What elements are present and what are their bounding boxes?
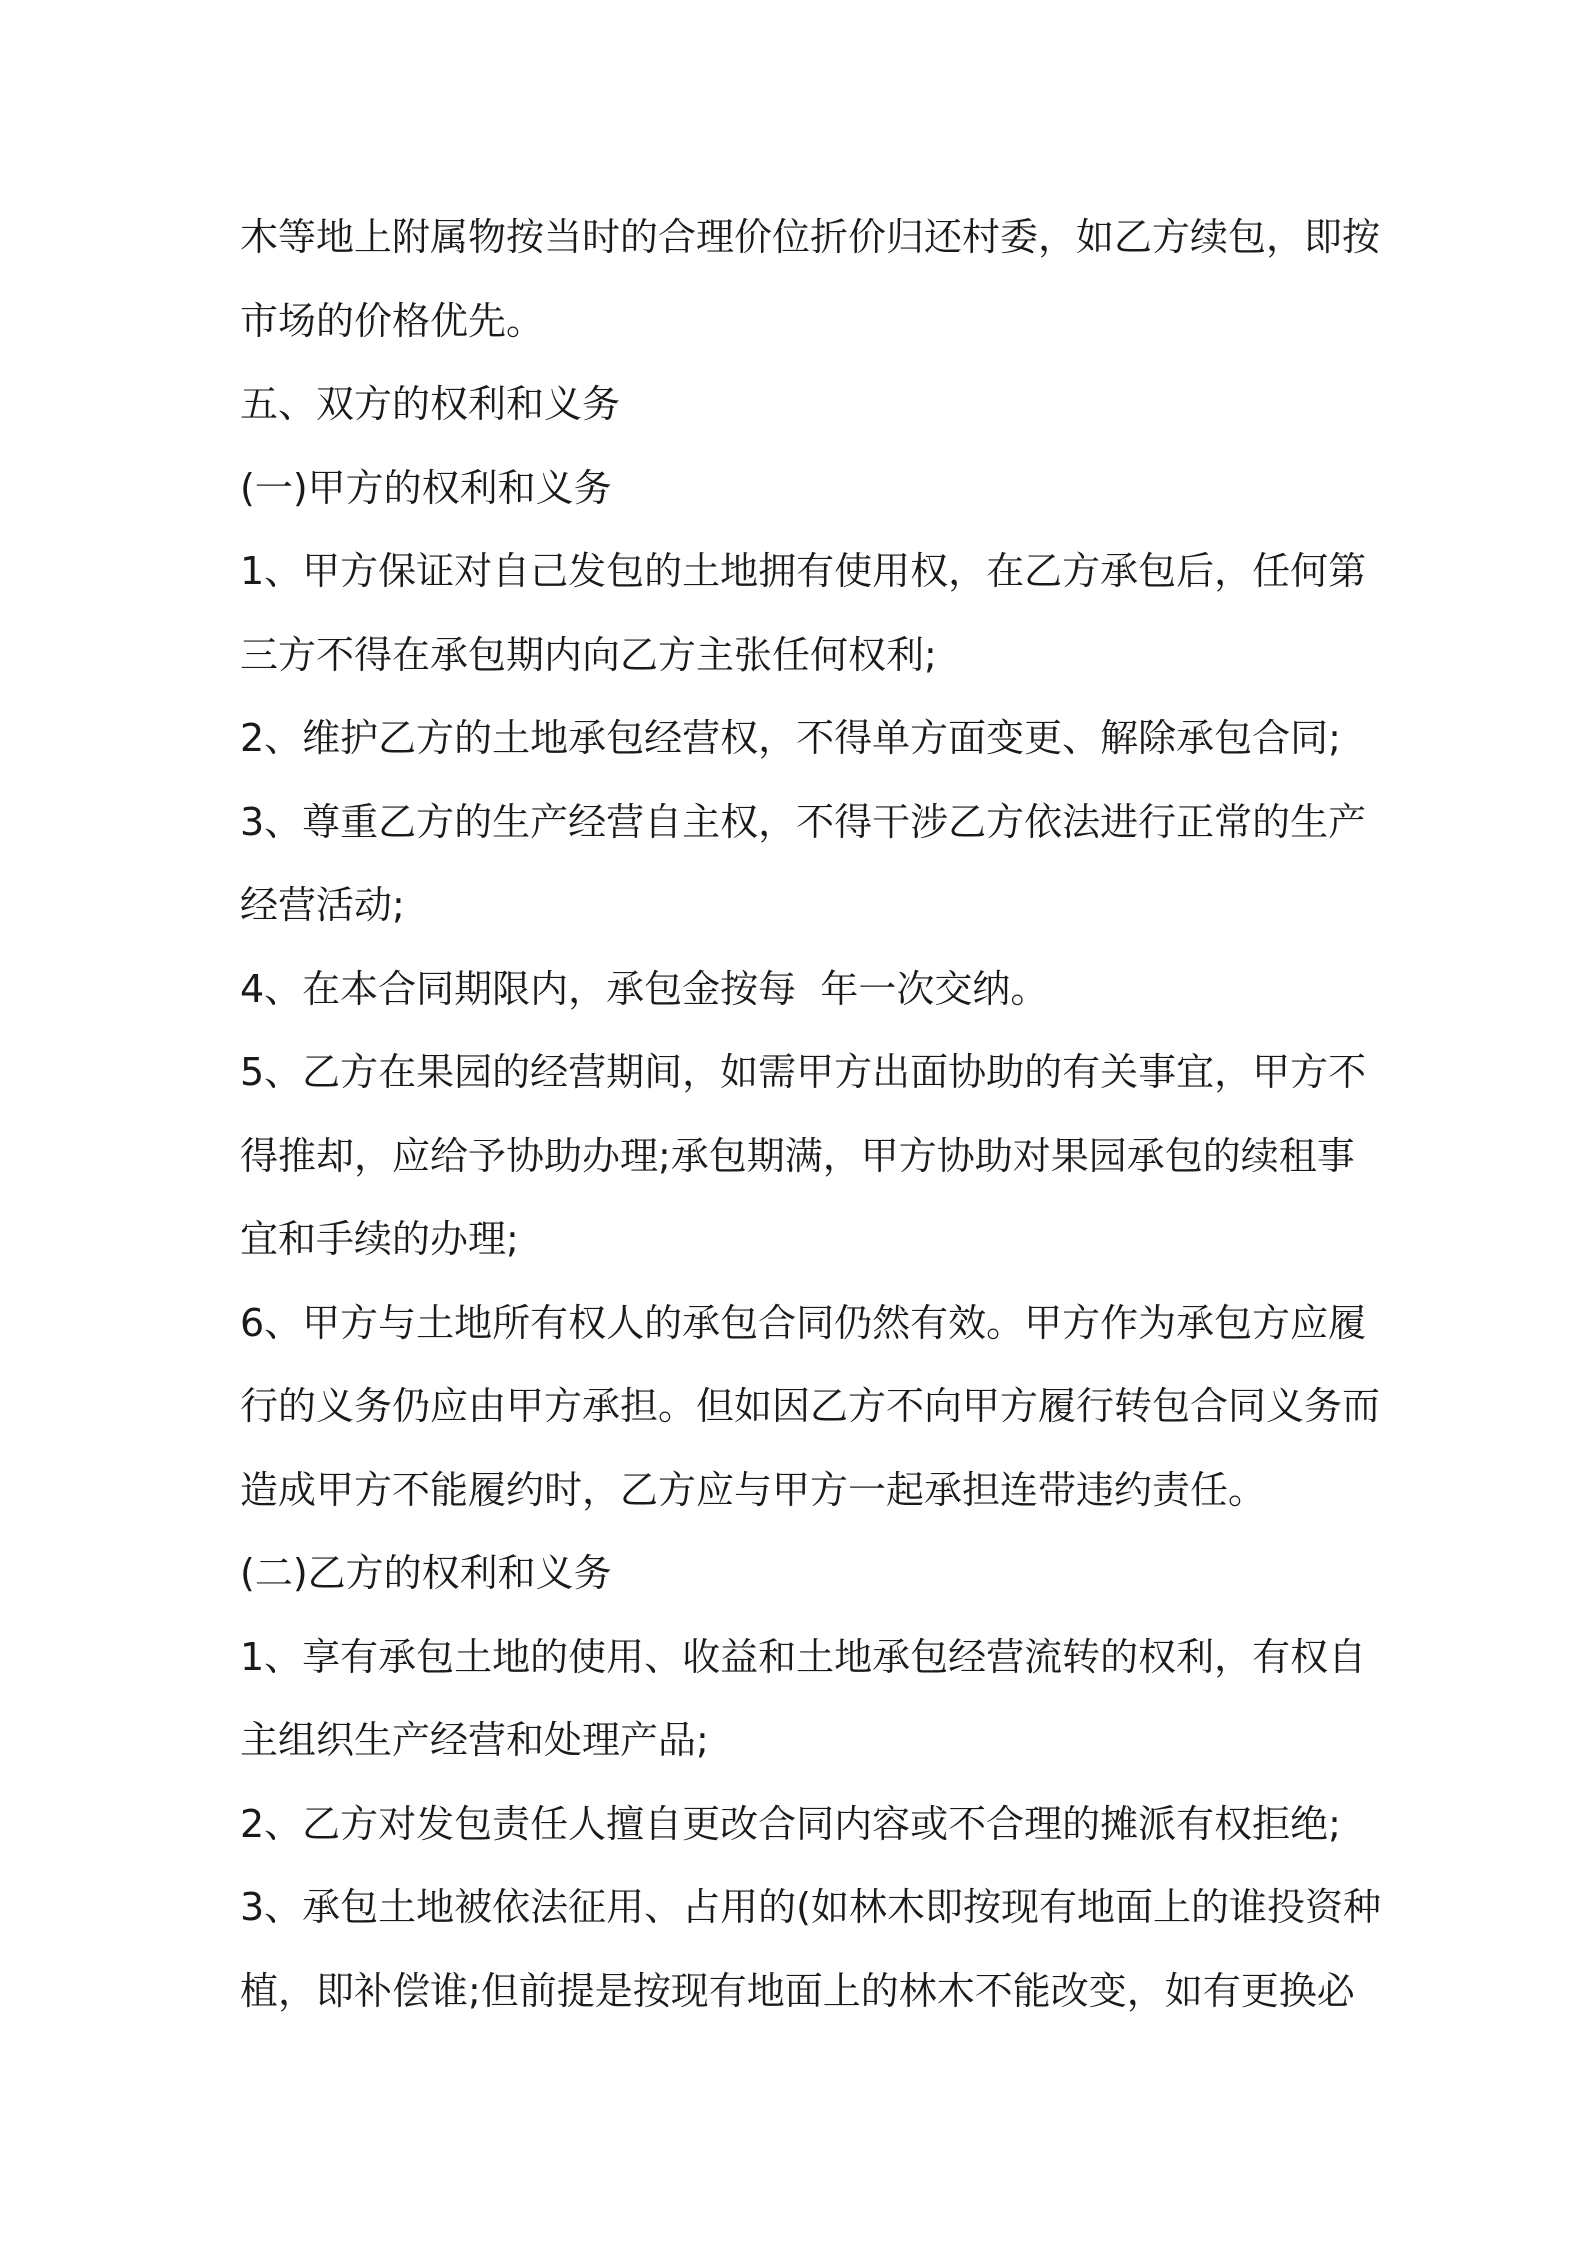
text-line: 植，即补偿谁;但前提是按现有地面上的林木不能改变，如有更换必 [240, 1968, 1355, 2013]
text-line: 3、承包土地被依法征用、占用的(如林木即按现有地面上的谁投资种 [240, 1885, 1382, 1929]
text-line: 主组织生产经营和处理产品; [240, 1718, 709, 1762]
text-line: 2、乙方对发包责任人擅自更改合同内容或不合理的摊派有权拒绝; [240, 1801, 1341, 1846]
text-line: 1、甲方保证对自己发包的土地拥有使用权，在乙方承包后，任何第 [240, 549, 1367, 593]
text-line: 3、尊重乙方的生产经营自主权，不得干涉乙方依法进行正常的生产 [240, 799, 1367, 844]
text-line: 4、在本合同期限内，承包金按每 年一次交纳。 [240, 966, 1049, 1011]
section-heading: 五、双方的权利和义务 [240, 382, 621, 426]
text-line: 宜和手续的办理; [240, 1217, 519, 1261]
text-line: 2、维护乙方的土地承包经营权，不得单方面变更、解除承包合同; [240, 716, 1341, 760]
text-line: 市场的价格优先。 [240, 298, 545, 343]
text-line: 6、甲方与土地所有权人的承包合同仍然有效。甲方作为承包方应履 [240, 1300, 1367, 1345]
text-line: 木等地上附属物按当时的合理价位折价归还村委，如乙方续包，即按 [240, 215, 1381, 259]
text-line: 1、享有承包土地的使用、收益和土地承包经营流转的权利，有权自 [240, 1634, 1367, 1679]
text-line: 造成甲方不能履约时，乙方应与甲方一起承担连带违约责任。 [240, 1467, 1267, 1512]
text-line: 三方不得在承包期内向乙方主张任何权利; [240, 632, 937, 677]
subsection-heading: (一)甲方的权利和义务 [240, 465, 612, 510]
document-body [240, 196, 1382, 2033]
text-line: 经营活动; [240, 883, 405, 927]
text-line: 5、乙方在果园的经营期间，如需甲方出面协助的有关事宜，甲方不 [240, 1050, 1367, 1094]
text-line: 得推却，应给予协助办理;承包期满，甲方协助对果园承包的续租事 [240, 1133, 1355, 1178]
text-line: 行的义务仍应由甲方承担。但如因乙方不向甲方履行转包合同义务而 [240, 1384, 1381, 1428]
subsection-heading: (二)乙方的权利和义务 [240, 1551, 612, 1595]
